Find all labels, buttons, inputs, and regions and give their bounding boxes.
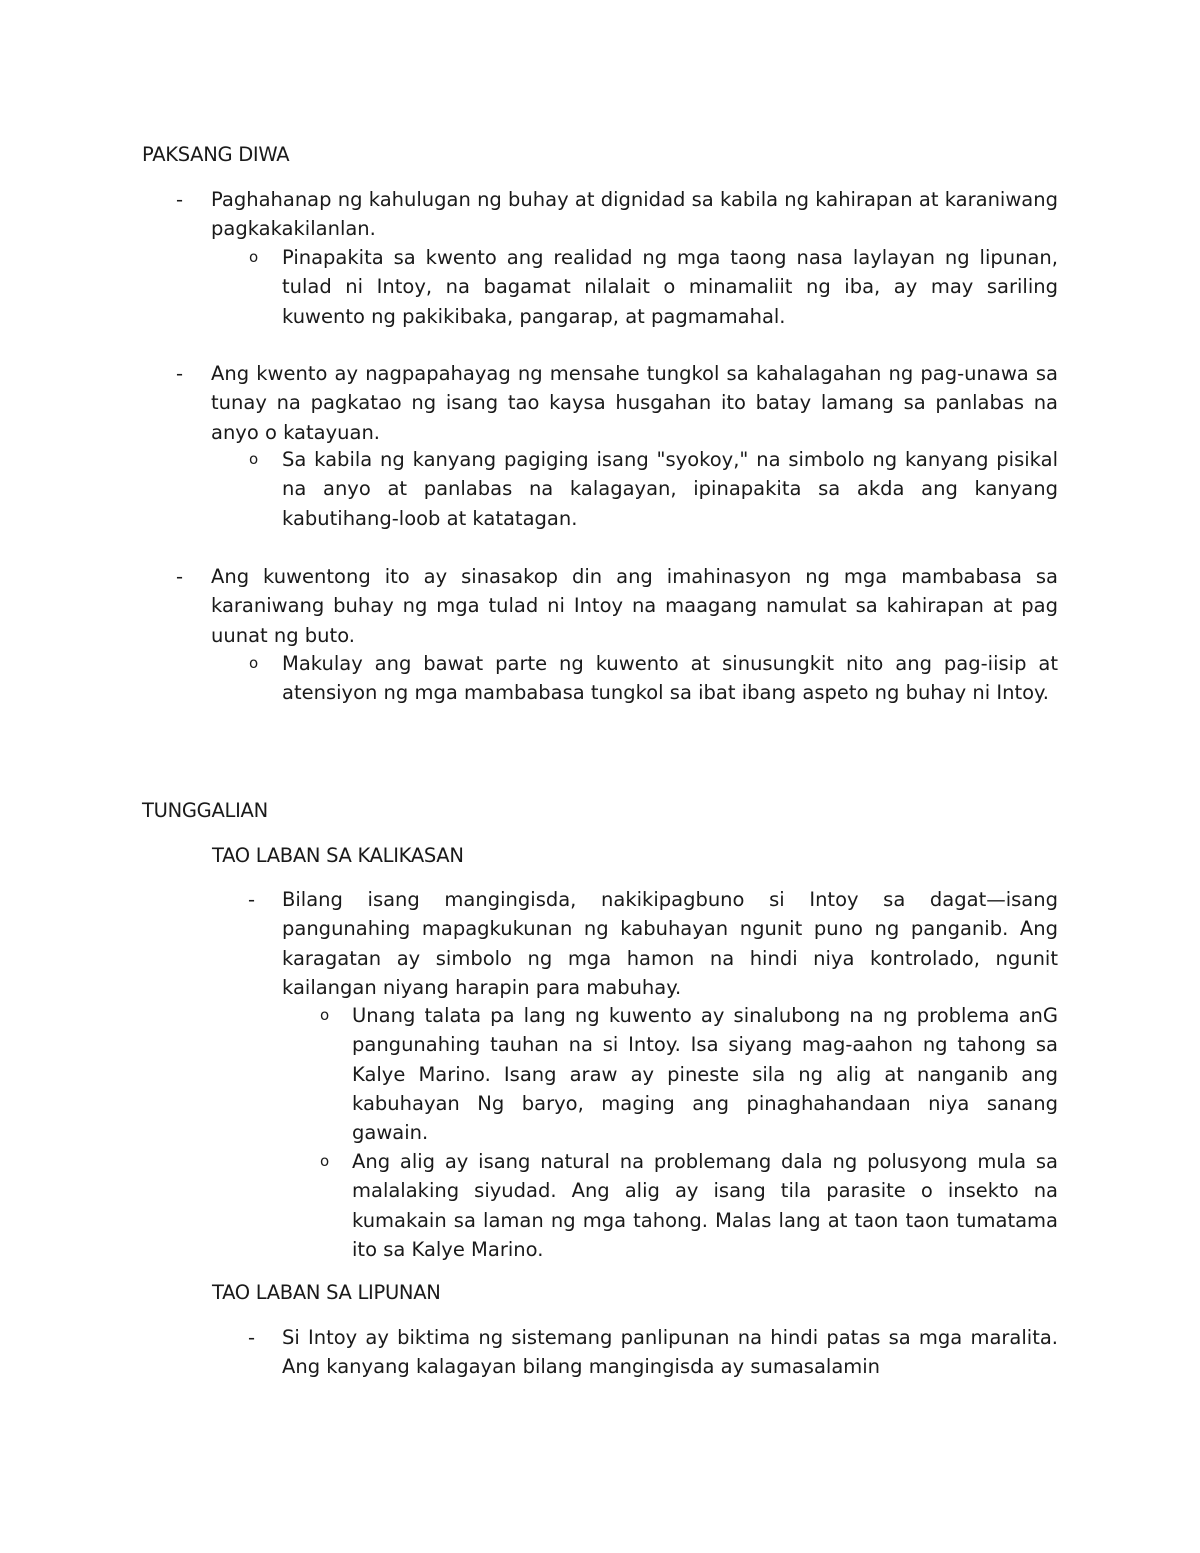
list-item	[248, 885, 1058, 1002]
list-item	[176, 562, 1058, 650]
list-item-text: Bilang isang mangingisda, nakikipagbuno si Intoy sa dagat—isang pangunahing mapagkukunan ng kabuhayan ngunit puno ng panganib. Ang karagatan ay simbolo ng mga hamon na hindi niya kontrolado, ngunit kailangan niyang harapin para mabuhay.	[282, 888, 1058, 999]
sub-list-item-text: Sa kabila ng kanyang pagiging isang "syokoy," na simbolo ng kanyang pisikal na anyo at panlabas na kalagayan, ipinapakita sa akda ang kanyang kabutihang-loob at katatagan.	[282, 448, 1058, 530]
list-item	[176, 359, 1058, 447]
list-item-text: Ang kuwentong ito ay sinasakop din ang imahinasyon ng mga mambabasa sa karaniwang buhay ng mga tulad ni Intoy na maagang namulat sa kahirapan at pag uunat ng buto.	[211, 565, 1058, 647]
dash-bullet: -	[176, 565, 184, 588]
sub-list-item	[317, 1147, 1058, 1264]
section-title-paksang-diwa: PAKSANG DIWA	[142, 143, 290, 166]
circle-bullet: o	[249, 654, 259, 672]
subsection-title-lipunan: TAO LABAN SA LIPUNAN	[212, 1281, 441, 1304]
dash-bullet: -	[176, 362, 184, 385]
circle-bullet: o	[249, 248, 259, 266]
sub-list-item	[246, 445, 1058, 533]
list-item-text: Ang kwento ay nagpapahayag ng mensahe tungkol sa kahalagahan ng pag-unawa sa tunay na pagkatao ng isang tao kaysa husgahan ito batay lamang sa panlabas na anyo o katayuan.	[211, 362, 1058, 444]
list-item	[176, 185, 1058, 244]
sub-list-item-text: Ang alig ay isang natural na problemang dala ng polusyong mula sa malalaking siyudad. Ang alig ay isang tila parasite o insekto na kumakain sa laman ng mga tahong. Malas lang at taon taon tumatama ito sa Kalye Marino.	[352, 1150, 1058, 1261]
sub-list-item	[246, 649, 1058, 708]
list-item	[248, 1323, 1058, 1382]
subsection-title-kalikasan: TAO LABAN SA KALIKASAN	[212, 844, 464, 867]
circle-bullet: o	[320, 1152, 330, 1170]
sub-list-item-text: Makulay ang bawat parte ng kuwento at sinusungkit nito ang pag-iisip at atensiyon ng mga mambabasa tungkol sa ibat ibang aspeto ng buhay ni Intoy.	[282, 652, 1058, 705]
sub-list-item-text: Pinapakita sa kwento ang realidad ng mga taong nasa laylayan ng lipunan, tulad ni Intoy, na bagamat nilalait o minamaliit ng iba, ay may sariling kuwento ng pakikibaka, pangarap, at pagmamahal.	[282, 246, 1058, 328]
dash-bullet: -	[248, 888, 256, 911]
circle-bullet: o	[249, 450, 259, 468]
section-title-tunggalian: TUNGGALIAN	[142, 799, 268, 822]
circle-bullet: o	[320, 1006, 330, 1024]
sub-list-item	[317, 1001, 1058, 1147]
list-item-text: Paghahanap ng kahulugan ng buhay at dignidad sa kabila ng kahirapan at karaniwang pagkakakilanlan.	[211, 188, 1058, 241]
sub-list-item-text: Unang talata pa lang ng kuwento ay sinalubong na ng problema anG pangunahing tauhan na si Intoy. Isa siyang mag-aahon ng tahong sa Kalye Marino. Isang araw ay pineste sila ng alig at nanganib ang kabuhayan Ng baryo, maging ang pinaghahandaan niya sanang gawain.	[352, 1004, 1058, 1145]
list-item-text: Si Intoy ay biktima ng sistemang panlipunan na hindi patas sa mga maralita. Ang kanyang kalagayan bilang mangingisda ay sumasalamin	[282, 1326, 1058, 1379]
sub-list-item	[246, 243, 1058, 331]
dash-bullet: -	[176, 188, 184, 211]
dash-bullet: -	[248, 1326, 256, 1349]
